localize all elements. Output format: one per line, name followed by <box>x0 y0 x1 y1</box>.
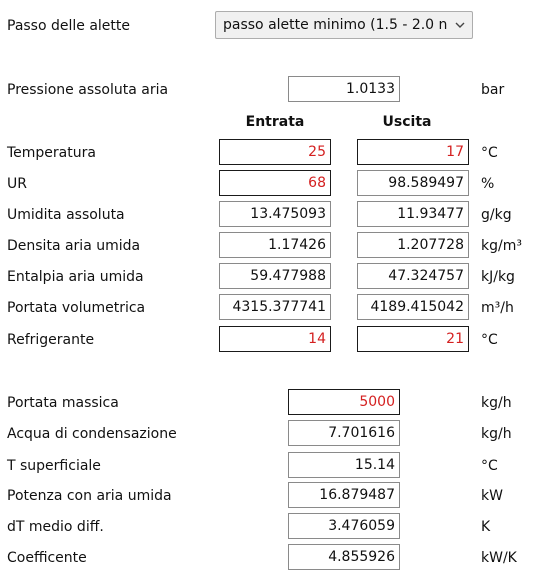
enthalpy-label: Entalpia aria umida <box>7 269 144 285</box>
relative-humidity-inlet-input[interactable]: 68 <box>219 170 331 196</box>
mean-dt-field[interactable]: 3.476059 <box>288 513 400 539</box>
mass-flow-input[interactable]: 5000 <box>288 389 400 415</box>
surface-temperature-unit: °C <box>481 458 498 474</box>
fin-pitch-select[interactable] <box>215 11 473 39</box>
surface-temperature-field[interactable]: 15.14 <box>288 452 400 478</box>
pressure-label: Pressione assoluta aria <box>7 82 169 98</box>
density-inlet-field[interactable]: 1.17426 <box>219 232 331 258</box>
pressure-unit: bar <box>481 82 505 98</box>
outlet-column-header: Uscita <box>382 114 432 130</box>
coefficient-field[interactable]: 4.855926 <box>288 544 400 570</box>
enthalpy-unit: kJ/kg <box>481 269 515 285</box>
inlet-column-header: Entrata <box>245 114 305 130</box>
absolute-humidity-outlet-field[interactable]: 11.93477 <box>357 201 469 227</box>
relative-humidity-unit: % <box>481 176 495 192</box>
refrigerant-outlet-input[interactable]: 21 <box>357 326 469 352</box>
density-outlet-field[interactable]: 1.207728 <box>357 232 469 258</box>
refrigerant-inlet-input[interactable]: 14 <box>219 326 331 352</box>
temperature-label: Temperatura <box>7 145 96 161</box>
absolute-humidity-label: Umidita assoluta <box>7 207 125 223</box>
enthalpy-outlet-field[interactable]: 47.324757 <box>357 263 469 289</box>
relative-humidity-outlet-field[interactable]: 98.589497 <box>357 170 469 196</box>
absolute-humidity-inlet-field[interactable]: 13.475093 <box>219 201 331 227</box>
condensate-unit: kg/h <box>481 426 512 442</box>
temperature-unit: °C <box>481 145 498 161</box>
surface-temperature-label: T superficiale <box>7 458 101 474</box>
density-label: Densita aria umida <box>7 238 141 254</box>
absolute-humidity-unit: g/kg <box>481 207 512 223</box>
volumetric-flow-outlet-field[interactable]: 4189.415042 <box>357 294 469 320</box>
mass-flow-unit: kg/h <box>481 395 512 411</box>
power-field[interactable]: 16.879487 <box>288 482 400 508</box>
enthalpy-inlet-field[interactable]: 59.477988 <box>219 263 331 289</box>
mean-dt-label: dT medio diff. <box>7 519 104 535</box>
mean-dt-unit: K <box>481 519 491 535</box>
mass-flow-label: Portata massica <box>7 395 119 411</box>
fin-pitch-label: Passo delle alette <box>7 18 131 34</box>
temperature-outlet-input[interactable]: 17 <box>357 139 469 165</box>
condensate-field[interactable]: 7.701616 <box>288 420 400 446</box>
refrigerant-unit: °C <box>481 332 498 348</box>
volumetric-flow-label: Portata volumetrica <box>7 300 146 316</box>
fin-pitch-selected-value: passo alette minimo (1.5 - 2.0 n <box>223 17 448 33</box>
relative-humidity-label: UR <box>7 176 27 192</box>
coefficient-label: Coefficente <box>7 550 87 566</box>
volumetric-flow-inlet-field[interactable]: 4315.377741 <box>219 294 331 320</box>
density-unit: kg/m³ <box>481 238 522 254</box>
condensate-label: Acqua di condensazione <box>7 426 177 442</box>
pressure-input[interactable]: 1.0133 <box>288 76 400 102</box>
refrigerant-label: Refrigerante <box>7 332 95 348</box>
temperature-inlet-input[interactable]: 25 <box>219 139 331 165</box>
chevron-down-icon <box>455 21 465 29</box>
power-unit: kW <box>481 488 503 504</box>
power-label: Potenza con aria umida <box>7 488 172 504</box>
volumetric-flow-unit: m³/h <box>481 300 514 316</box>
coefficient-unit: kW/K <box>481 550 517 566</box>
